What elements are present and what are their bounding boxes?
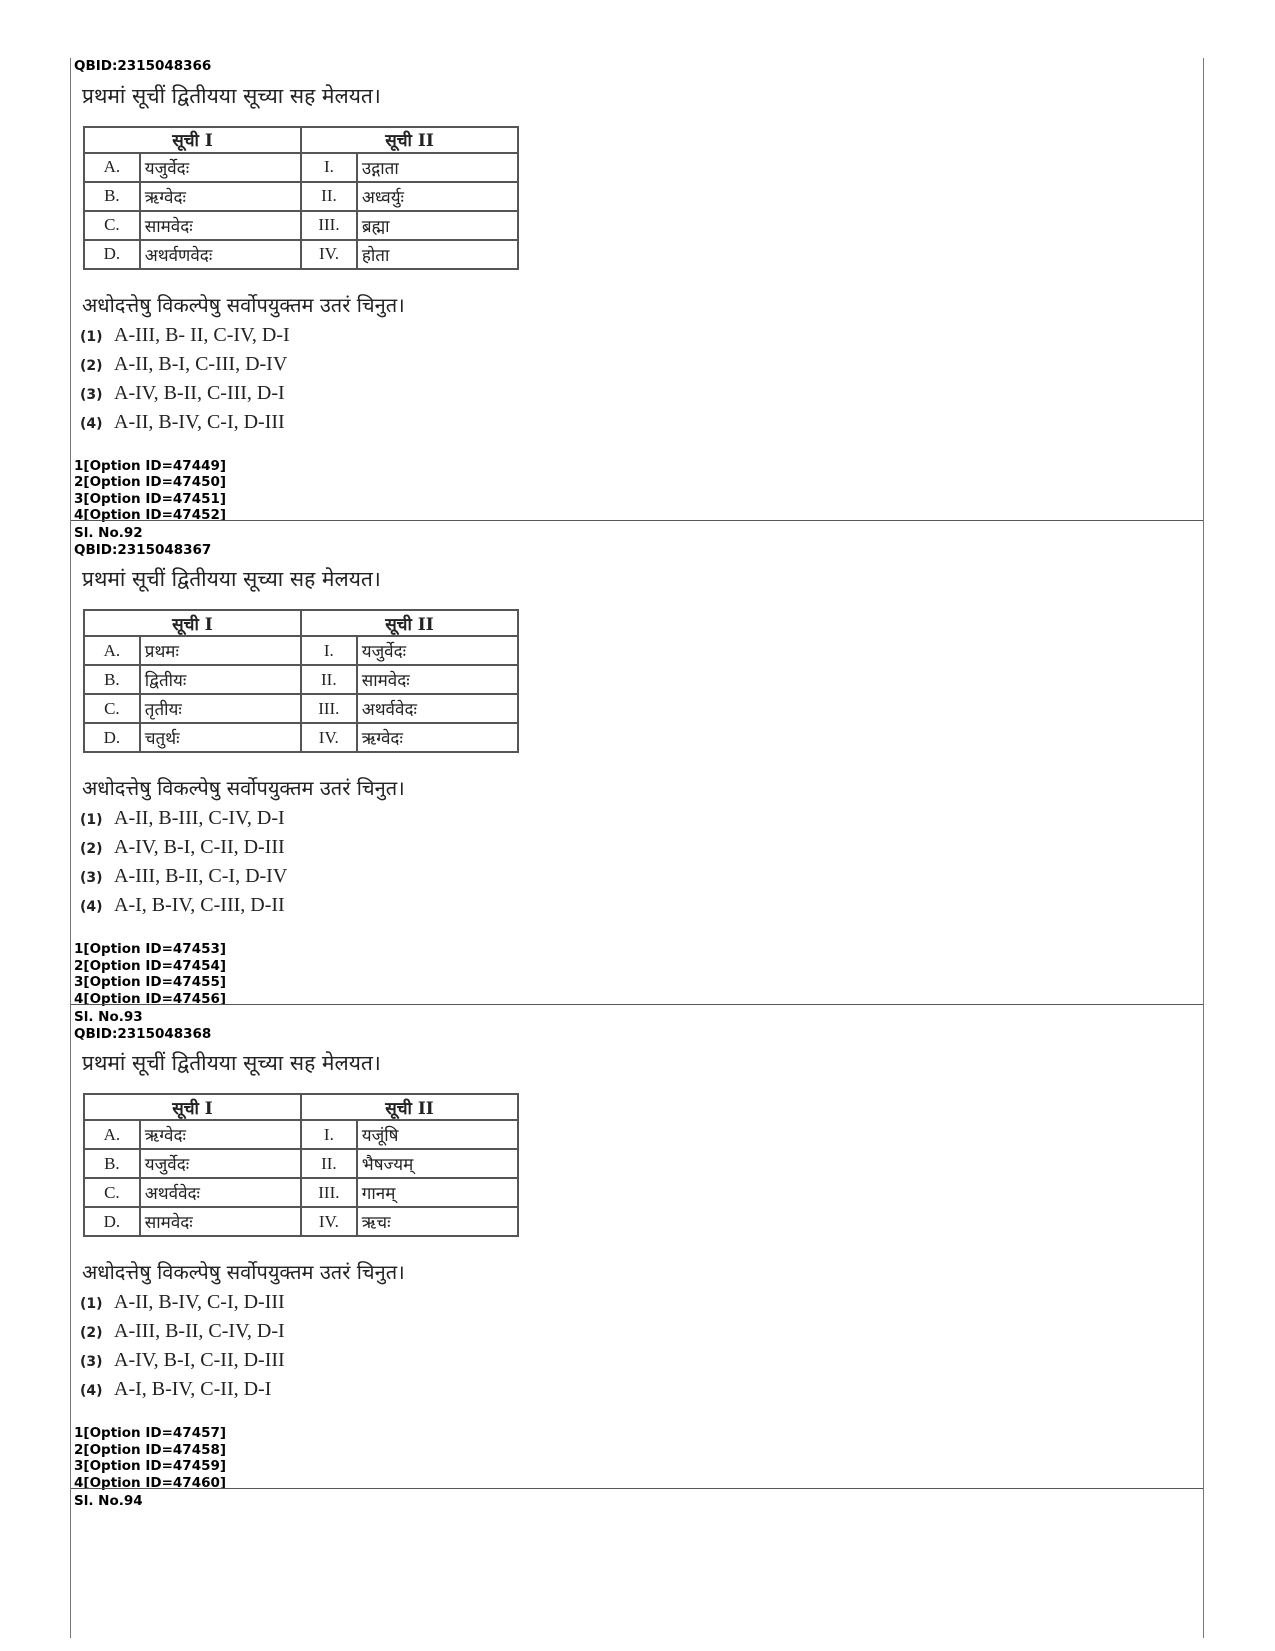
option-number: (1) <box>80 1296 103 1312</box>
list-1-value: अथर्वणवेदः <box>140 240 301 269</box>
list-2-value: ब्रह्मा <box>357 211 518 240</box>
list-1-value: प्रथमः <box>140 636 301 665</box>
option-number: (2) <box>80 841 103 857</box>
option-id-list <box>71 941 1203 1007</box>
qbid: QBID:2315048367 <box>74 541 212 558</box>
list-2-value: सामवेदः <box>357 665 518 694</box>
instruction-text: अधोदत्तेषु विकल्पेषु सर्वोपयुक्तम उतरं चिनुत। <box>82 292 405 317</box>
option-id: 2[Option ID=47458] <box>74 1441 227 1458</box>
option-text: A-II, B-I, C-III, D-IV <box>114 352 288 375</box>
option-number: (4) <box>80 1383 103 1399</box>
list-2-key: I. <box>301 1120 357 1149</box>
question-text: प्रथमां सूचीं द्वितीयया सूच्या सह मेलयत। <box>82 1051 381 1075</box>
option-text: A-III, B-II, C-IV, D-I <box>114 1320 285 1342</box>
serial-number: Sl. No.94 <box>74 1493 143 1509</box>
qbid: QBID:2315048366 <box>74 58 212 74</box>
table-row <box>84 723 518 752</box>
question-block-93 <box>71 1009 1203 1491</box>
option-text: A-II, B-III, C-IV, D-I <box>114 807 285 829</box>
option-number: (3) <box>80 1354 103 1370</box>
table-row <box>84 240 518 269</box>
option-1 <box>80 1289 1203 1316</box>
list-2-header: सूची II <box>301 127 518 153</box>
option-1 <box>80 322 1203 349</box>
match-table <box>83 609 519 753</box>
list-2-key: IV. <box>301 240 357 269</box>
list-1-value: अथर्ववेदः <box>140 1178 301 1207</box>
list-2-value: होता <box>357 240 518 269</box>
list-1-value: ऋग्वेदः <box>140 182 301 211</box>
question-block-91 <box>71 58 1203 524</box>
option-id: 4[Option ID=47460] <box>74 1474 227 1491</box>
list-2-header: सूची II <box>301 610 518 636</box>
option-number: (3) <box>80 870 103 886</box>
question-paper-page <box>70 58 1204 1638</box>
list-2-value: ऋग्वेदः <box>357 723 518 752</box>
list-2-header: सूची II <box>301 1094 518 1120</box>
list-2-key: IV. <box>301 1207 357 1236</box>
list-1-key: D. <box>84 240 140 269</box>
list-1-key: B. <box>84 182 140 211</box>
table-row <box>84 182 518 211</box>
option-text: A-I, B-IV, C-III, D-II <box>114 894 285 916</box>
option-id: 4[Option ID=47452] <box>74 507 227 523</box>
option-number: (1) <box>80 328 103 345</box>
table-row <box>84 1207 518 1236</box>
list-2-key: I. <box>301 153 357 182</box>
option-2 <box>80 834 1203 861</box>
option-4 <box>80 409 1203 436</box>
option-4 <box>80 892 1203 919</box>
list-1-key: C. <box>84 694 140 723</box>
serial-number: Sl. No.93 <box>74 1009 143 1025</box>
instruction-text: अधोदत्तेषु विकल्पेषु सर्वोपयुक्तम उतरं चिनुत। <box>82 1260 405 1284</box>
serial-number: Sl. No.92 <box>74 525 143 541</box>
option-2 <box>80 1318 1203 1345</box>
option-number: (3) <box>80 386 103 403</box>
list-1-key: B. <box>84 665 140 694</box>
table-row <box>84 665 518 694</box>
option-number: (2) <box>80 357 103 374</box>
table-header-row <box>84 127 518 153</box>
list-1-key: D. <box>84 1207 140 1236</box>
option-id: 2[Option ID=47454] <box>74 957 227 974</box>
option-text: A-IV, B-I, C-II, D-III <box>114 1349 285 1371</box>
list-1-value: द्वितीयः <box>140 665 301 694</box>
option-id: 3[Option ID=47459] <box>74 1458 227 1474</box>
question-block-92 <box>71 525 1203 1007</box>
list-1-value: ऋग्वेदः <box>140 1120 301 1149</box>
list-2-value: यजुर्वेदः <box>357 636 518 665</box>
option-id: 3[Option ID=47455] <box>74 974 227 990</box>
list-2-key: IV. <box>301 723 357 752</box>
option-number: (2) <box>80 1325 103 1341</box>
table-row <box>84 1178 518 1207</box>
list-1-key: A. <box>84 636 140 665</box>
option-text: A-III, B- II, C-IV, D-I <box>114 323 290 346</box>
option-number: (4) <box>80 415 103 432</box>
list-2-key: II. <box>301 1149 357 1178</box>
option-1 <box>80 805 1203 832</box>
option-text: A-I, B-IV, C-II, D-I <box>114 1378 272 1400</box>
option-text: A-IV, B-II, C-III, D-I <box>114 381 285 404</box>
qbid: QBID:2315048368 <box>74 1025 212 1042</box>
option-id-list <box>71 458 1203 524</box>
list-1-key: A. <box>84 153 140 182</box>
option-id: 1[Option ID=47453] <box>74 941 227 957</box>
table-header-row <box>84 1094 518 1120</box>
list-2-value: गानम् <box>357 1178 518 1207</box>
option-id: 2[Option ID=47450] <box>74 474 227 490</box>
instruction-text: अधोदत्तेषु विकल्पेषु सर्वोपयुक्तम उतरं चिनुत। <box>82 776 405 800</box>
list-1-value: सामवेदः <box>140 1207 301 1236</box>
list-2-value: यजूंषि <box>357 1120 518 1149</box>
list-2-value: अध्वर्युः <box>357 182 518 211</box>
option-number: (1) <box>80 812 103 828</box>
option-3 <box>80 1347 1203 1374</box>
list-1-value: सामवेदः <box>140 211 301 240</box>
list-2-key: III. <box>301 1178 357 1207</box>
list-1-value: यजुर्वेदः <box>140 1149 301 1178</box>
table-row <box>84 694 518 723</box>
list-1-key: C. <box>84 1178 140 1207</box>
option-number: (4) <box>80 899 103 915</box>
option-id: 4[Option ID=47456] <box>74 990 227 1007</box>
option-id-list <box>71 1425 1203 1491</box>
option-id: 1[Option ID=47449] <box>74 457 227 474</box>
table-header-row <box>84 610 518 636</box>
list-1-key: D. <box>84 723 140 752</box>
list-1-header: सूची I <box>84 127 301 153</box>
list-2-key: III. <box>301 211 357 240</box>
option-2 <box>80 351 1203 378</box>
block-divider <box>71 520 1203 521</box>
table-row <box>84 636 518 665</box>
option-id: 1[Option ID=47457] <box>74 1425 227 1441</box>
option-3 <box>80 380 1203 407</box>
match-table <box>83 126 519 270</box>
list-1-value: चतुर्थः <box>140 723 301 752</box>
list-1-key: C. <box>84 211 140 240</box>
list-1-header: सूची I <box>84 1094 301 1120</box>
question-text: प्रथमां सूचीं द्वितीयया सूच्या सह मेलयत। <box>82 83 381 108</box>
list-2-value: अथर्ववेदः <box>357 694 518 723</box>
option-text: A-II, B-IV, C-I, D-III <box>114 1291 285 1313</box>
table-row <box>84 1120 518 1149</box>
option-3 <box>80 863 1203 890</box>
match-table <box>83 1093 519 1237</box>
list-2-key: I. <box>301 636 357 665</box>
question-block-94 <box>71 1493 1203 1510</box>
block-divider <box>71 1488 1203 1489</box>
list-1-key: A. <box>84 1120 140 1149</box>
list-1-value: यजुर्वेदः <box>140 153 301 182</box>
list-2-key: II. <box>301 182 357 211</box>
option-text: A-II, B-IV, C-I, D-III <box>114 410 285 433</box>
option-text: A-IV, B-I, C-II, D-III <box>114 836 285 858</box>
list-2-value: उद्गाता <box>357 153 518 182</box>
option-text: A-III, B-II, C-I, D-IV <box>114 865 288 887</box>
option-4 <box>80 1376 1203 1403</box>
list-2-value: ऋचः <box>357 1207 518 1236</box>
list-2-key: II. <box>301 665 357 694</box>
block-divider <box>71 1004 1203 1005</box>
table-row <box>84 153 518 182</box>
list-2-value: भैषज्यम् <box>357 1149 518 1178</box>
option-id: 3[Option ID=47451] <box>74 490 227 507</box>
list-2-key: III. <box>301 694 357 723</box>
question-text: प्रथमां सूचीं द्वितीयया सूच्या सह मेलयत। <box>82 567 381 591</box>
table-row <box>84 1149 518 1178</box>
list-1-header: सूची I <box>84 610 301 636</box>
list-1-value: तृतीयः <box>140 694 301 723</box>
table-row <box>84 211 518 240</box>
list-1-key: B. <box>84 1149 140 1178</box>
